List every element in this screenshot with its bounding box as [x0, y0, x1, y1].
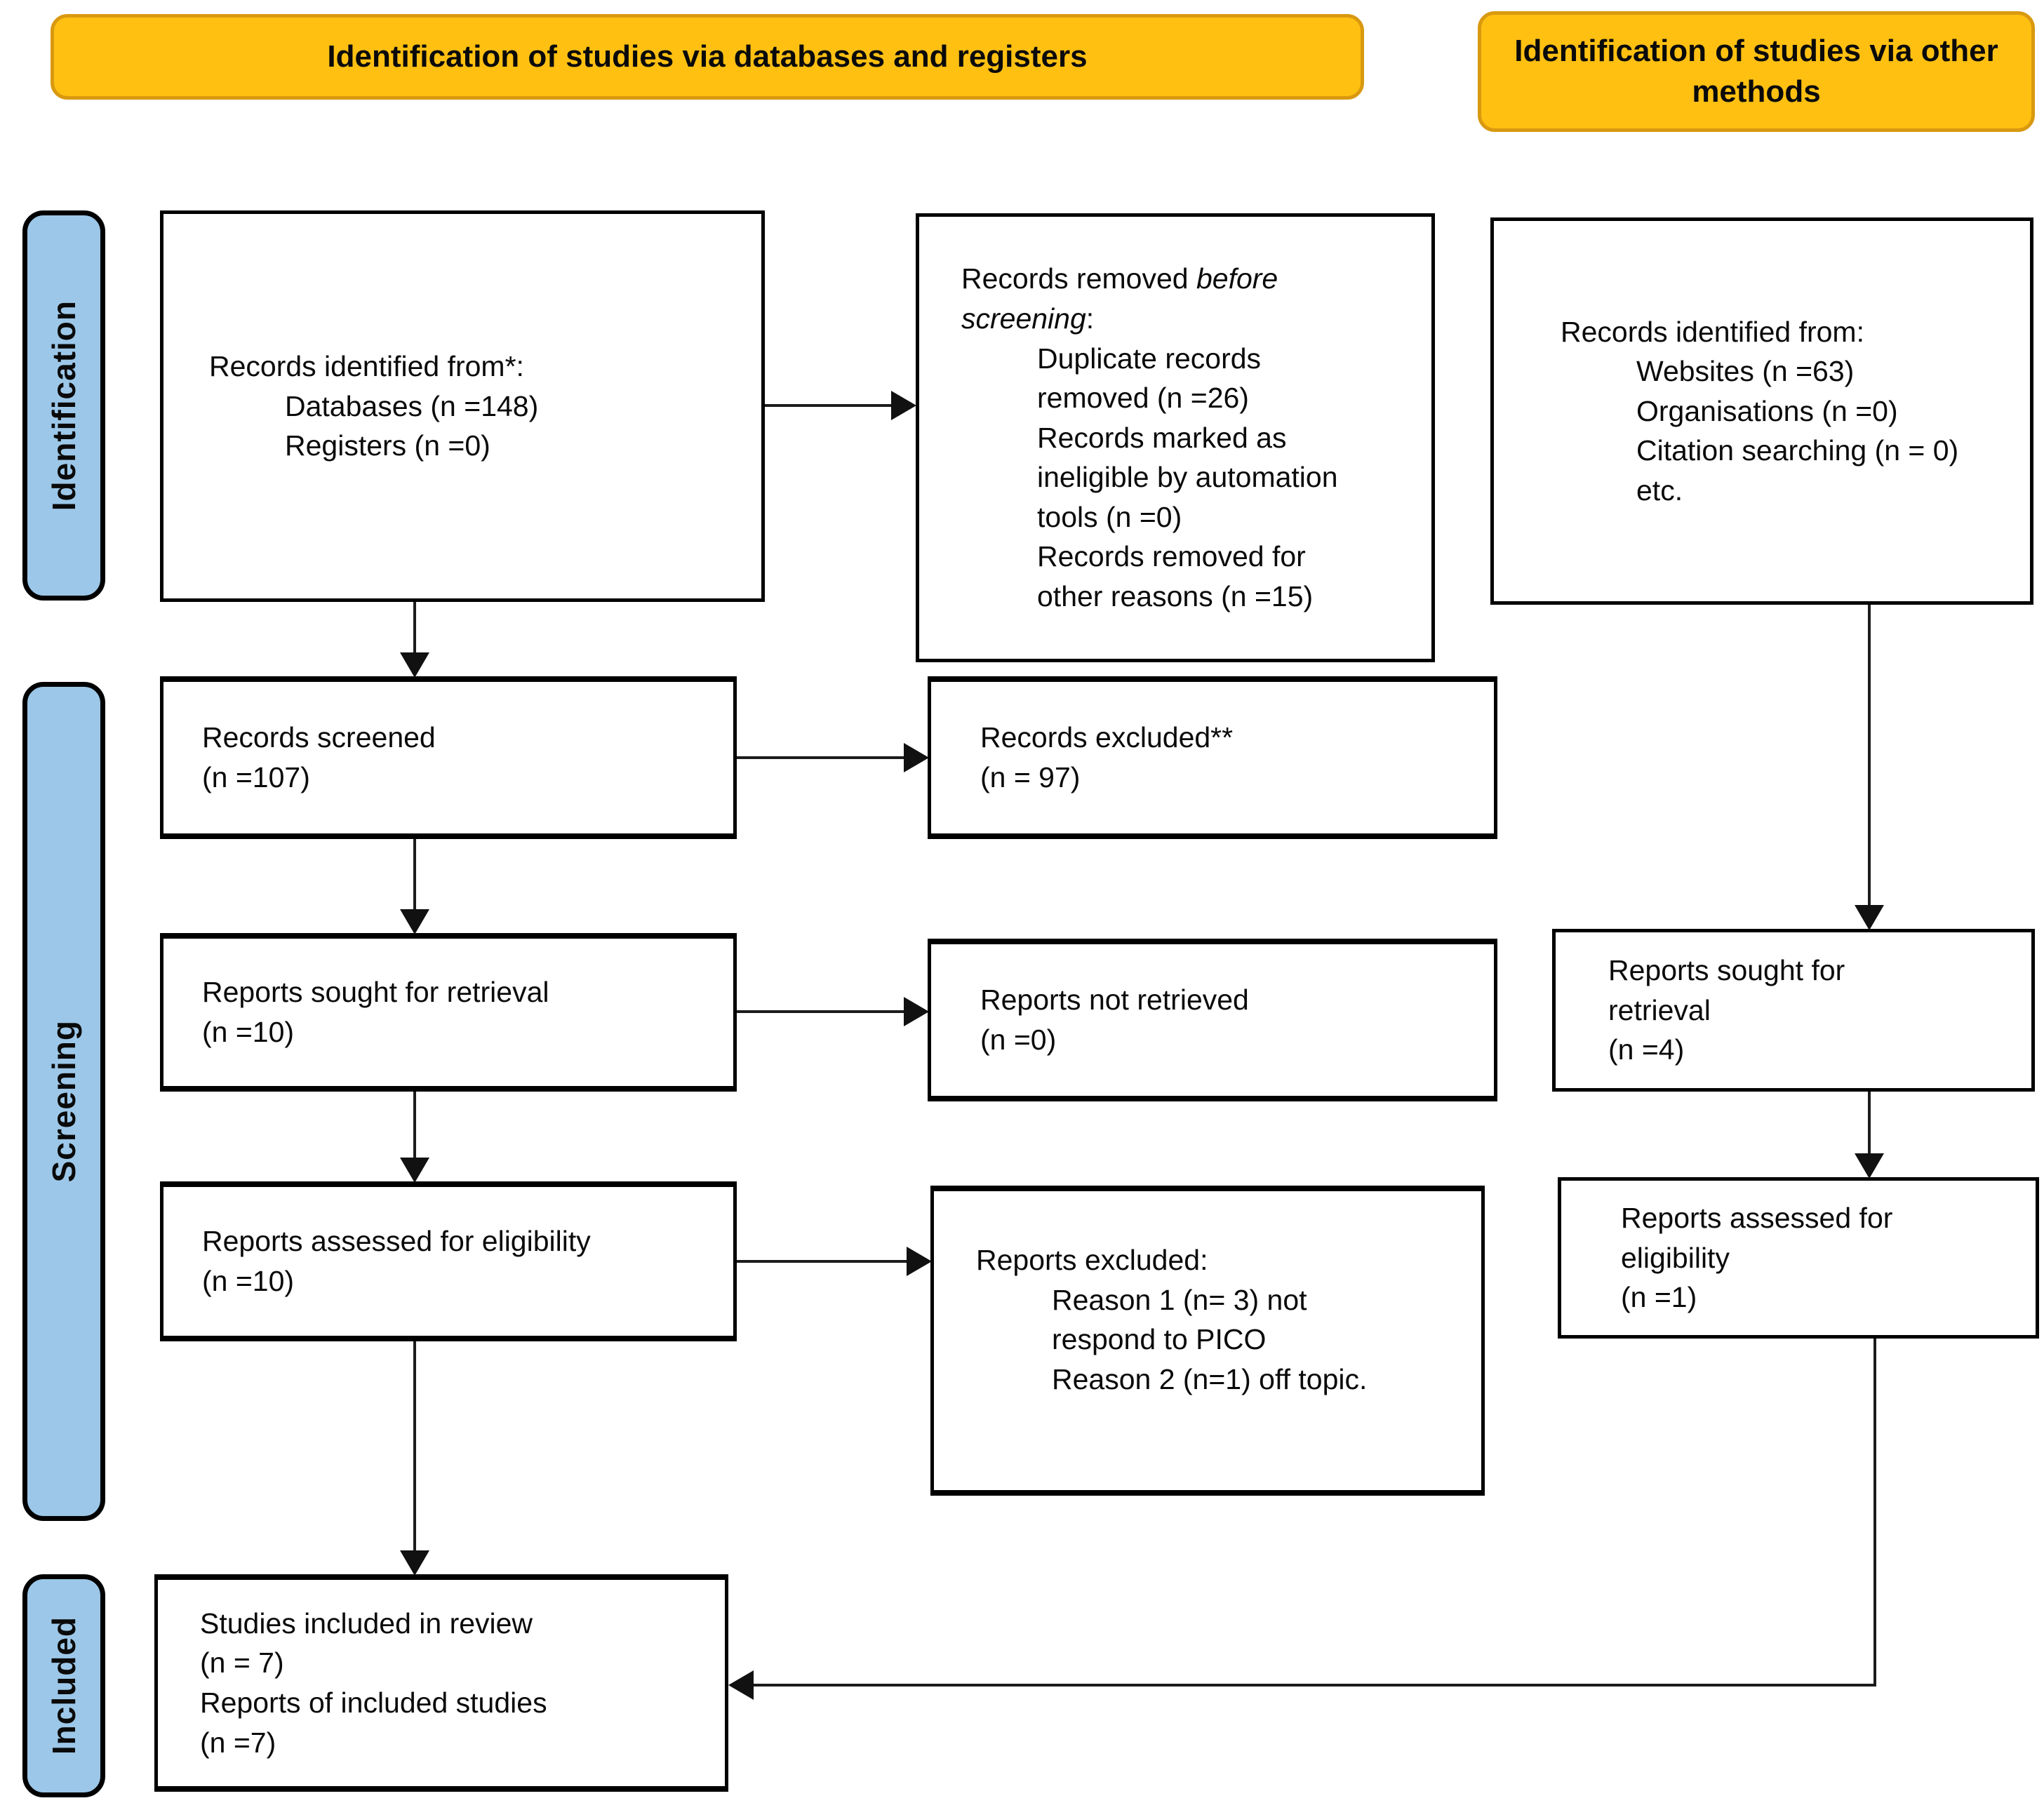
box-text-line: Websites (n =63) [1636, 355, 1855, 388]
box-text-line: Studies included in review [200, 1607, 533, 1640]
box-text-line: (n =107) [202, 761, 310, 793]
stage-tab-included [22, 1574, 105, 1797]
box-studies-included [154, 1574, 728, 1792]
box-text-line: (n = 7) [200, 1647, 284, 1679]
box-text-line: ineligible by automation [1037, 461, 1338, 494]
arrow-line-screened-to-excluded [737, 756, 907, 759]
box-text-line: (n =4) [1608, 1033, 1685, 1066]
box-text-line: Registers (n =0) [285, 429, 490, 462]
box-text-line: Reports not retrieved [980, 984, 1249, 1017]
arrowhead-sought-to-not-retrieved [904, 997, 929, 1026]
arrow-line-assessed-to-reports-excluded [737, 1260, 909, 1263]
arrow-line-screened-to-sought [413, 839, 416, 912]
stage-label-screening: Screening [46, 1020, 82, 1183]
arrow-line-sought-to-not-retrieved [737, 1010, 907, 1013]
box-text-line: Records removed for [1037, 540, 1306, 573]
box-reports-sought [160, 933, 737, 1092]
box-text-line: eligibility [1621, 1241, 1730, 1274]
box-text-line: Reason 1 (n= 3) not [1052, 1283, 1307, 1316]
box-text-line: Records identified from*: [209, 350, 524, 383]
box-text-line: Reason 2 (n=1) off topic. [1052, 1362, 1368, 1395]
box-text-line: Records screened [202, 721, 436, 754]
arrow-line-identified-to-screened [413, 602, 416, 655]
box-text-line: (n =10) [202, 1016, 295, 1048]
box-text-line: Records identified from: [1561, 315, 1864, 348]
box-text-line: etc. [1636, 474, 1683, 507]
box-records-identified-other [1490, 217, 2033, 605]
box-text-line: Reports sought for [1608, 954, 1845, 987]
box-text-line: respond to PICO [1052, 1323, 1267, 1356]
arrowhead-other-identified-to-sought [1855, 905, 1884, 930]
box-text-line: Reports assessed for eligibility [202, 1225, 591, 1258]
box-text-line: (n =7) [200, 1726, 276, 1759]
box-records-excluded [928, 676, 1497, 839]
box-records-identified-databases [160, 210, 765, 602]
arrow-line-other-assessed-down [1873, 1339, 1876, 1687]
arrowhead-assessed-to-included [400, 1550, 429, 1576]
stage-label-included: Included [46, 1616, 82, 1755]
arrowhead-identified-to-screened [400, 652, 429, 678]
header-other-methods: Identification of studies via other methods [1478, 11, 2035, 132]
arrowhead-screened-to-sought [400, 909, 429, 934]
box-text-line: Duplicate records [1037, 342, 1262, 375]
box-text-line: (n =10) [202, 1265, 295, 1297]
header-databases-registers: Identification of studies via databases and registers [51, 14, 1364, 100]
box-text-line: removed (n =26) [1037, 382, 1249, 415]
box-text-line: tools (n =0) [1037, 500, 1182, 533]
stage-label-identification: Identification [46, 300, 82, 511]
box-text-line: Reports excluded: [976, 1244, 1208, 1276]
box-records-removed-before-screening [916, 213, 1435, 662]
box-reports-excluded [930, 1186, 1485, 1496]
box-text-line: Reports assessed for [1621, 1202, 1893, 1235]
box-text-line: (n =1) [1621, 1281, 1697, 1314]
box-text-line: Records removed before [961, 262, 1278, 295]
box-reports-assessed [160, 1181, 737, 1341]
box-text-line: Reports of included studies [200, 1687, 547, 1719]
box-records-screened [160, 676, 737, 839]
box-text-line: (n =0) [980, 1024, 1057, 1056]
box-text-line: Organisations (n =0) [1636, 394, 1898, 427]
box-text-line: Reports sought for retrieval [202, 976, 549, 1009]
box-reports-assessed-other [1558, 1177, 2039, 1339]
arrowhead-sought-to-assessed [400, 1158, 429, 1183]
arrow-line-other-to-included [752, 1684, 1876, 1687]
arrow-line-other-sought-to-assessed [1868, 1092, 1871, 1156]
box-text-line: Databases (n =148) [285, 389, 539, 422]
arrowhead-identified-to-removed [891, 391, 916, 420]
box-text-line: (n = 97) [980, 761, 1081, 793]
stage-tab-identification [22, 210, 105, 601]
arrowhead-other-to-included [728, 1670, 754, 1700]
box-reports-not-retrieved [928, 939, 1497, 1101]
arrowhead-assessed-to-reports-excluded [907, 1247, 932, 1276]
arrow-line-other-identified-to-sought [1868, 605, 1871, 908]
box-reports-sought-other [1552, 929, 2035, 1092]
box-text-line: screening: [961, 302, 1095, 335]
arrow-line-identified-to-removed [765, 404, 894, 407]
box-text-line: Citation searching (n = 0) [1636, 434, 1959, 467]
arrow-line-assessed-to-included [413, 1341, 416, 1553]
box-text-line: retrieval [1608, 993, 1711, 1026]
arrowhead-other-sought-to-assessed [1855, 1153, 1884, 1179]
box-text-line: Records excluded** [980, 721, 1234, 754]
stage-tab-screening [22, 682, 105, 1521]
box-text-line: Records marked as [1037, 421, 1287, 454]
box-text-line: other reasons (n =15) [1037, 580, 1314, 613]
arrow-line-sought-to-assessed [413, 1092, 416, 1160]
arrowhead-screened-to-excluded [904, 743, 929, 772]
